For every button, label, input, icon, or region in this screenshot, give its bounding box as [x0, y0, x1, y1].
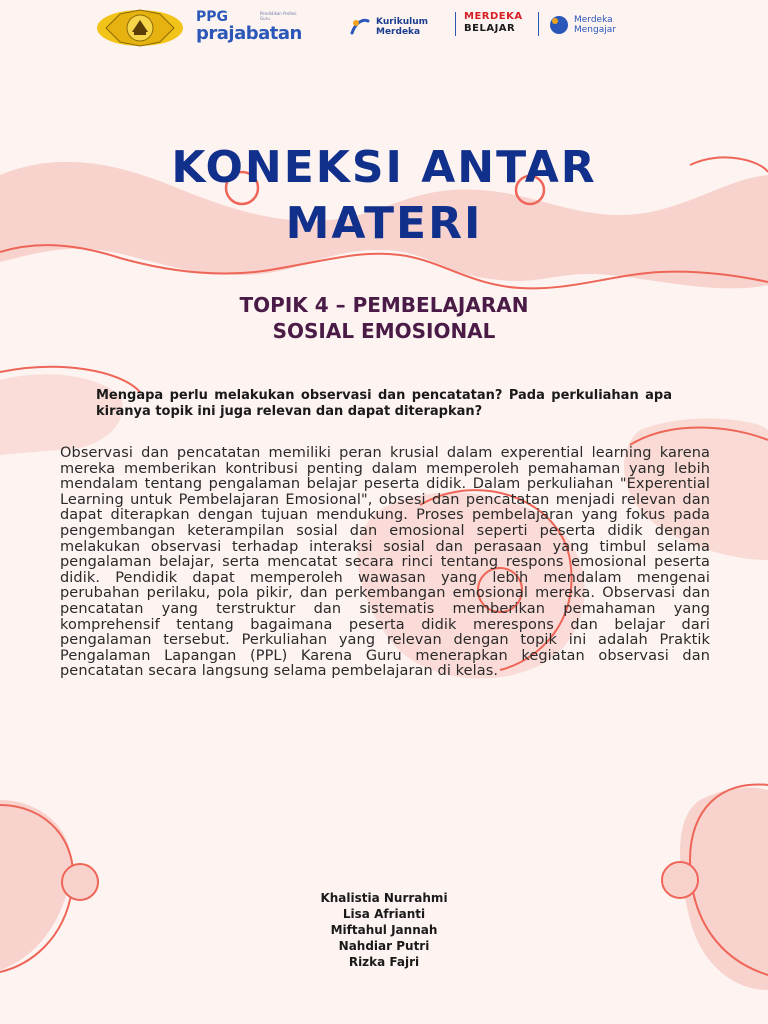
title-line2: MATERI	[285, 198, 483, 249]
merdeka-belajar-line2: BELAJAR	[464, 23, 516, 34]
merdeka-mengajar-line1: Merdeka	[574, 15, 613, 25]
author-list	[234, 890, 534, 970]
author-name: Nahdiar Putri	[338, 939, 430, 953]
merdeka-belajar-line1: MERDEKA	[464, 11, 523, 22]
page-title	[70, 140, 698, 252]
kurikulum-line1: Kurikulum	[376, 17, 429, 27]
topic-subtitle	[120, 292, 648, 344]
kurikulum-merdeka-logo	[348, 12, 428, 42]
prajabatan-label: prajabatan	[196, 23, 302, 44]
merdeka-mengajar-logo	[548, 12, 616, 38]
author-name: Miftahul Jannah	[330, 923, 438, 937]
question-text: Mengapa perlu melakukan observasi dan pencatatan? Pada perkuliahan apa kiranya topik ini juga relevan dan dapat diterapkan?	[96, 388, 672, 419]
merdeka-belajar-logo	[464, 11, 532, 39]
author-name: Rizka Fajri	[348, 955, 420, 969]
header-separator	[538, 12, 539, 36]
merdeka-mengajar-icon	[548, 14, 570, 36]
university-seal-logo	[96, 8, 184, 48]
ppg-small-label: Pendidikan Profesi Guru	[260, 11, 297, 21]
merdeka-mengajar-line2: Mengajar	[574, 25, 616, 35]
author-name: Lisa Afrianti	[342, 907, 426, 921]
header-separator	[455, 12, 456, 36]
subtitle-line1: TOPIK 4 – PEMBELAJARAN	[239, 293, 529, 317]
kurikulum-icon	[348, 15, 372, 39]
subtitle-line2: SOSIAL EMOSIONAL	[272, 319, 496, 343]
author-name: Khalistia Nurrahmi	[320, 891, 448, 905]
kurikulum-line2: Merdeka	[376, 27, 421, 37]
ppg-prajabatan-logo	[196, 10, 336, 46]
title-line1: KONEKSI ANTAR	[171, 142, 597, 193]
body-paragraph: Observasi dan pencatatan memiliki peran krusial dalam experential learning karena mereka memberikan kontribusi penting dalam memperoleh pemahaman yang lebih mendalam tentang pengalaman belajar peserta didik. Dalam perkuliahan "Experential Learning untuk Pembelajaran Emosional", obsesi dan pencatatan menjadi relevan dan dapat diterapkan dengan tujuan mendukung. Proses pembelajaran yang fokus pada pengembangan keterampilan sosial dan emosional seperti peserta didik dengan melakukan observasi terhadap interaksi sosial dan perasaan yang timbul selama pengalaman belajar, serta mencatat secara rinci tentang respons emosional peserta didik. Pendidik dapat memperoleh wawasan yang lebih mendalam mengenai perubahan perilaku, pola pikir, dan perkembangan emosional mereka. Observasi dan pencatatan yang terstruktur dan sistematis memberikan pemahaman yang komprehensif tentang bagaimana peserta didik merespons dan belajar dari pengalaman tersebut. Perkuliahan yang relevan dengan topik ini adalah Praktik Pengalaman Lapangan (PPL) Karena Guru menerapkan kegiatan observasi dan pencatatan secara langsung selama pembelajaran di kelas.	[60, 445, 710, 680]
ppg-label: PPG	[196, 9, 229, 25]
